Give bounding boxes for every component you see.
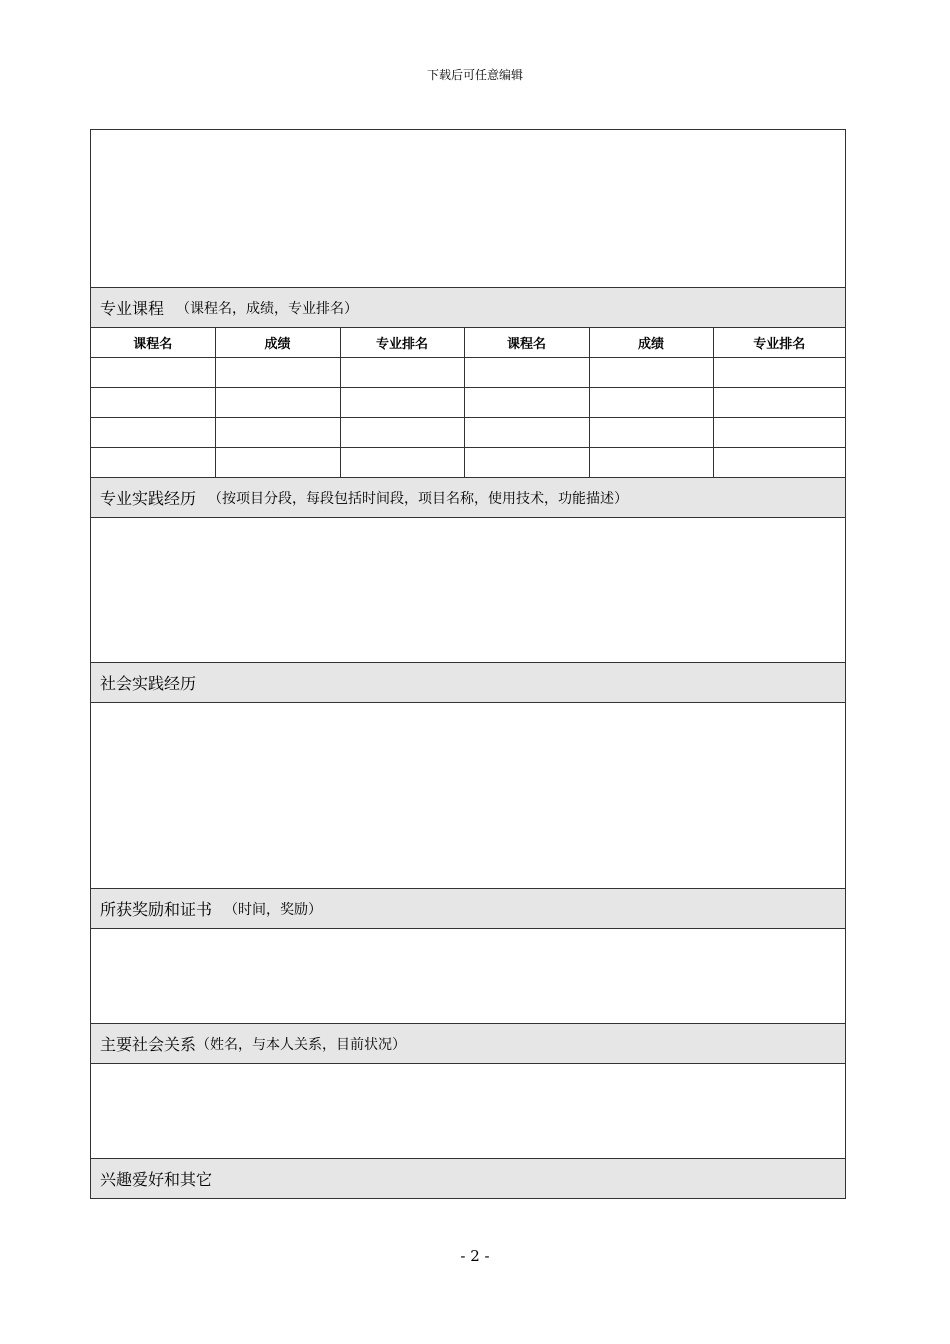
col-rank-2: 专业排名 bbox=[713, 328, 845, 358]
table-cell[interactable] bbox=[589, 358, 713, 388]
practice-content[interactable] bbox=[91, 518, 845, 663]
relations-title: 主要社会关系 bbox=[100, 1035, 197, 1054]
relations-header bbox=[91, 1024, 845, 1064]
table-cell[interactable] bbox=[215, 388, 340, 418]
table-cell[interactable] bbox=[215, 418, 340, 448]
table-cell[interactable] bbox=[589, 418, 713, 448]
table-cell[interactable] bbox=[464, 388, 589, 418]
table-cell[interactable] bbox=[713, 418, 845, 448]
course-table bbox=[91, 328, 845, 478]
relations-content[interactable] bbox=[91, 1064, 845, 1159]
table-row bbox=[91, 448, 845, 478]
col-rank-1: 专业排名 bbox=[340, 328, 464, 358]
table-cell[interactable] bbox=[91, 418, 215, 448]
page-number: - 2 - bbox=[460, 1247, 490, 1265]
table-cell[interactable] bbox=[215, 358, 340, 388]
table-cell[interactable] bbox=[713, 448, 845, 478]
col-score-2: 成绩 bbox=[589, 328, 713, 358]
practice-title: 专业实践经历 bbox=[100, 489, 197, 508]
table-cell[interactable] bbox=[215, 448, 340, 478]
course-table-header-row bbox=[91, 328, 845, 358]
table-cell[interactable] bbox=[589, 388, 713, 418]
table-cell[interactable] bbox=[589, 448, 713, 478]
practice-header bbox=[91, 478, 845, 518]
table-cell[interactable] bbox=[91, 358, 215, 388]
courses-note: （课程名，成绩，专业排名） bbox=[176, 300, 359, 317]
awards-content[interactable] bbox=[91, 929, 845, 1024]
awards-note: （时间，奖励） bbox=[224, 901, 323, 918]
social-content[interactable] bbox=[91, 703, 845, 889]
table-row bbox=[91, 418, 845, 448]
table-row bbox=[91, 388, 845, 418]
table-cell[interactable] bbox=[91, 388, 215, 418]
social-title: 社会实践经历 bbox=[100, 674, 197, 693]
courses-header bbox=[91, 288, 845, 328]
hobbies-header bbox=[91, 1159, 845, 1198]
blank-area-top[interactable] bbox=[91, 130, 845, 288]
header-note: 下载后可任意编辑 bbox=[426, 68, 523, 82]
table-cell[interactable] bbox=[464, 418, 589, 448]
table-cell[interactable] bbox=[713, 358, 845, 388]
table-cell[interactable] bbox=[340, 448, 464, 478]
col-course-name-1: 课程名 bbox=[91, 328, 215, 358]
table-cell[interactable] bbox=[340, 388, 464, 418]
table-cell[interactable] bbox=[464, 358, 589, 388]
col-score-1: 成绩 bbox=[215, 328, 340, 358]
table-cell[interactable] bbox=[464, 448, 589, 478]
table-cell[interactable] bbox=[340, 358, 464, 388]
table-cell[interactable] bbox=[91, 448, 215, 478]
table-row bbox=[91, 358, 845, 388]
resume-form bbox=[90, 129, 846, 1199]
relations-note: （姓名，与本人关系，目前状况） bbox=[196, 1036, 407, 1053]
table-cell[interactable] bbox=[713, 388, 845, 418]
practice-note: （按项目分段，每段包括时间段，项目名称，使用技术，功能描述） bbox=[208, 490, 629, 507]
awards-title: 所获奖励和证书 bbox=[100, 900, 213, 919]
hobbies-title: 兴趣爱好和其它 bbox=[100, 1170, 213, 1189]
social-header bbox=[91, 663, 845, 703]
awards-header bbox=[91, 889, 845, 929]
table-cell[interactable] bbox=[340, 418, 464, 448]
courses-title: 专业课程 bbox=[100, 299, 165, 318]
col-course-name-2: 课程名 bbox=[464, 328, 589, 358]
